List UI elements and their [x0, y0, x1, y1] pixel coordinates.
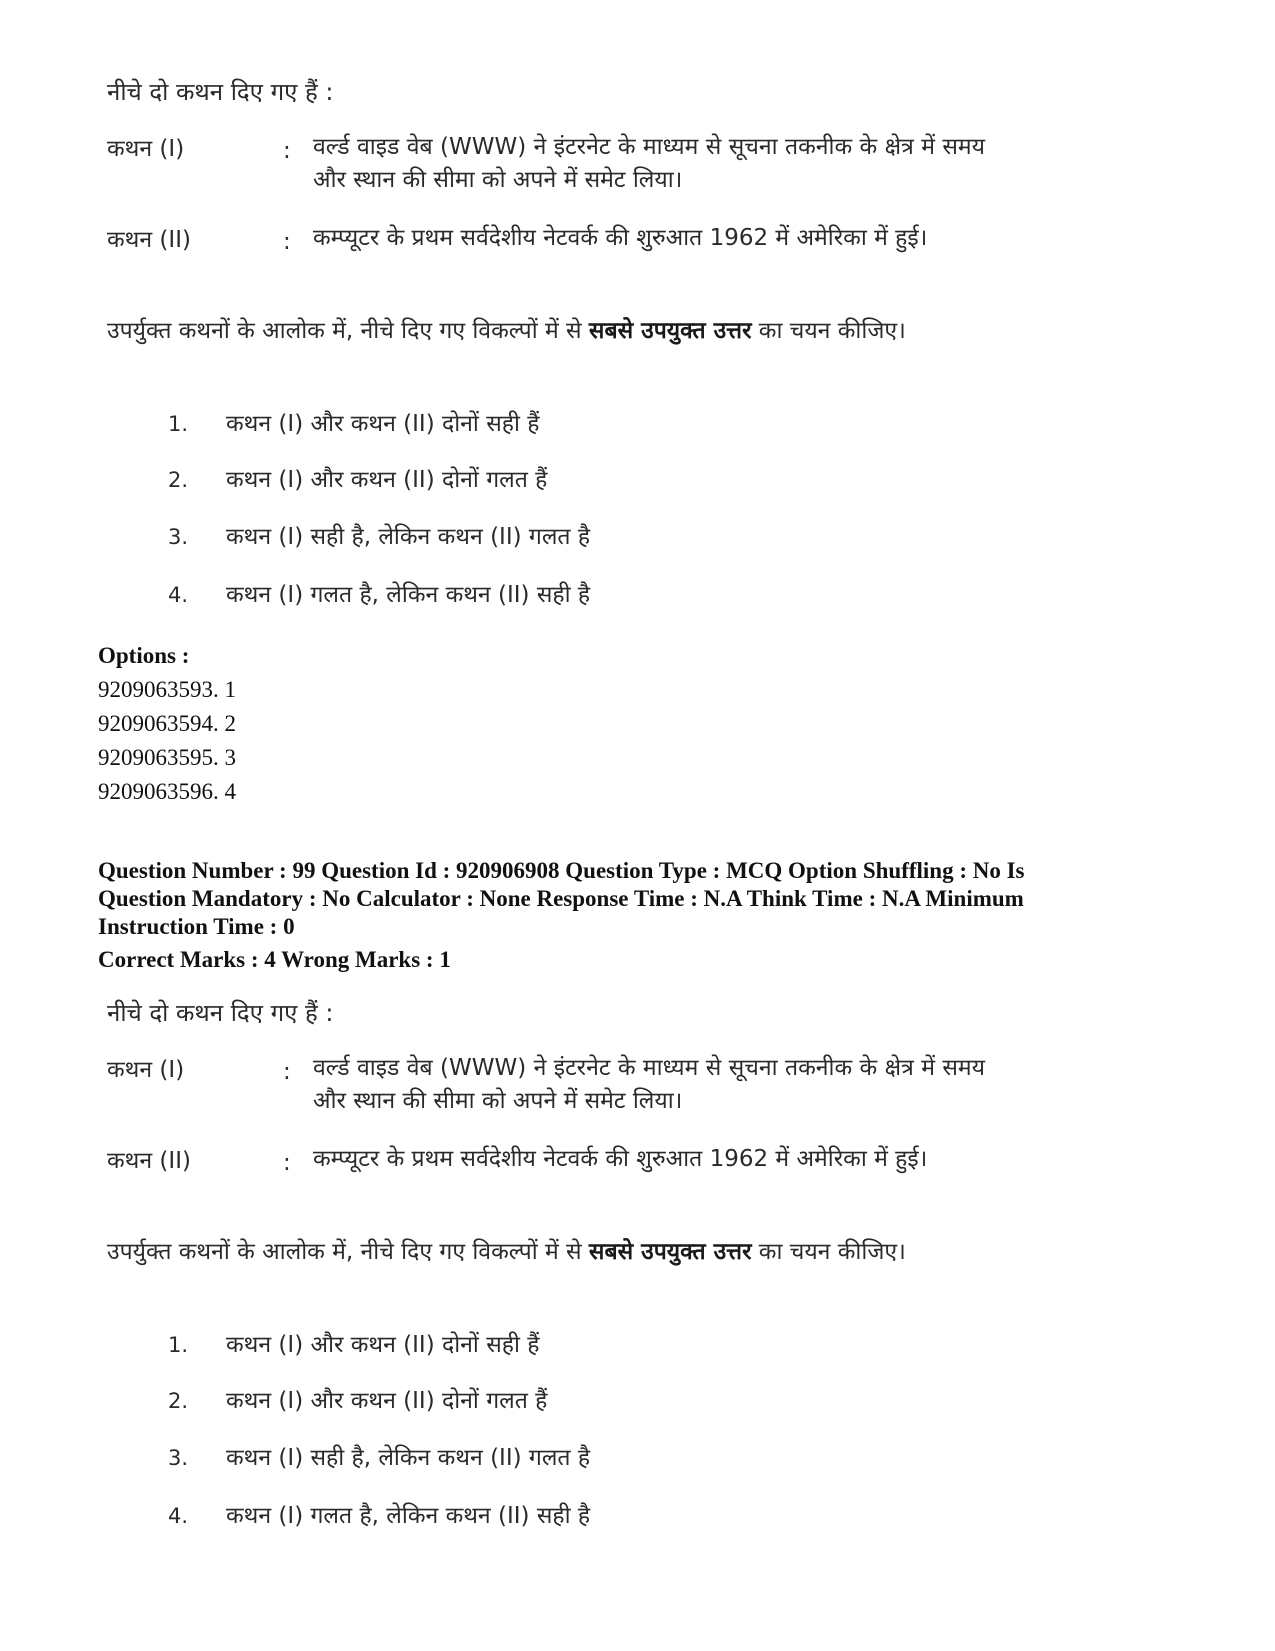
prompt-emphasis: सबसे उपयुक्त उत्तर [588, 1239, 752, 1265]
statement-1-colon: : [283, 1059, 291, 1085]
question-intro: नीचे दो कथन दिए गए हैं : [107, 999, 334, 1027]
answer-choice [0, 462, 1275, 498]
answer-choice [0, 1498, 1275, 1534]
statement-2-text: कम्प्यूटर के प्रथम सर्वदेशीय नेटवर्क की शुरुआत 1962 में अमेरिका में हुई। [313, 225, 928, 251]
choice-number: 1. [168, 1333, 189, 1357]
choice-text: कथन (I) और कथन (II) दोनों गलत हैं [226, 467, 548, 493]
statement-1-colon: : [283, 138, 291, 164]
statement-2-label: कथन (II) [107, 227, 191, 253]
option-id-item: 9209063595. 3 [98, 745, 236, 770]
question-intro: नीचे दो कथन दिए गए हैं : [107, 78, 334, 106]
statement-1-text: वर्ल्ड वाइड वेब (WWW) ने इंटरनेट के माध्यम से सूचना तकनीक के क्षेत्र में समय और स्थान की सीमा को अपने में समेट लिया। [313, 1055, 985, 1114]
statement-2-label: कथन (II) [107, 1148, 191, 1174]
choice-text: कथन (I) सही है, लेकिन कथन (II) गलत है [226, 524, 591, 550]
choice-number: 2. [168, 1389, 189, 1413]
choice-number: 4. [168, 583, 189, 607]
answer-choice [0, 1440, 1275, 1476]
statement-2-colon: : [283, 1150, 291, 1176]
statement-2-colon: : [283, 229, 291, 255]
question-prompt: उपर्युक्त कथनों के आलोक में, नीचे दिए गए विकल्पों में से सबसे उपयुक्त उत्तर का चयन कीजिए। [107, 318, 906, 344]
options-heading: Options : [98, 643, 190, 668]
choice-number: 2. [168, 468, 189, 492]
choice-number: 1. [168, 412, 189, 436]
question-marks: Correct Marks : 4 Wrong Marks : 1 [98, 947, 451, 972]
answer-choice [0, 406, 1275, 442]
choice-text: कथन (I) सही है, लेकिन कथन (II) गलत है [226, 1445, 591, 1471]
answer-choice [0, 1327, 1275, 1363]
question-meta: Question Number : 99 Question Id : 920906908 Question Type : MCQ Option Shuffling : No Is Question Mandatory : No Calculator : None Response Time : N.A Think Time : N.A Minimum Instruction Time : 0 [98, 858, 1025, 939]
answer-choice [0, 577, 1275, 613]
options-list [98, 673, 236, 809]
question-prompt: उपर्युक्त कथनों के आलोक में, नीचे दिए गए विकल्पों में से सबसे उपयुक्त उत्तर का चयन कीजिए। [107, 1239, 906, 1265]
choice-text: कथन (I) गलत है, लेकिन कथन (II) सही है [226, 1503, 591, 1529]
option-id-item: 9209063594. 2 [98, 711, 236, 736]
prompt-emphasis: सबसे उपयुक्त उत्तर [588, 318, 752, 344]
choice-text: कथन (I) गलत है, लेकिन कथन (II) सही है [226, 582, 591, 608]
statement-1-label: कथन (I) [107, 136, 185, 162]
statement-1-label: कथन (I) [107, 1057, 185, 1083]
choice-text: कथन (I) और कथन (II) दोनों सही हैं [226, 1332, 540, 1358]
choice-text: कथन (I) और कथन (II) दोनों सही हैं [226, 411, 540, 437]
option-id-item: 9209063596. 4 [98, 779, 236, 804]
answer-choice [0, 519, 1275, 555]
option-id-item: 9209063593. 1 [98, 677, 236, 702]
choice-number: 3. [168, 1446, 189, 1470]
statement-2-text: कम्प्यूटर के प्रथम सर्वदेशीय नेटवर्क की शुरुआत 1962 में अमेरिका में हुई। [313, 1146, 928, 1172]
choice-number: 3. [168, 525, 189, 549]
choice-number: 4. [168, 1504, 189, 1528]
statement-1-text: वर्ल्ड वाइड वेब (WWW) ने इंटरनेट के माध्यम से सूचना तकनीक के क्षेत्र में समय और स्थान की सीमा को अपने में समेट लिया। [313, 134, 985, 193]
choice-text: कथन (I) और कथन (II) दोनों गलत हैं [226, 1388, 548, 1414]
answer-choice [0, 1383, 1275, 1419]
